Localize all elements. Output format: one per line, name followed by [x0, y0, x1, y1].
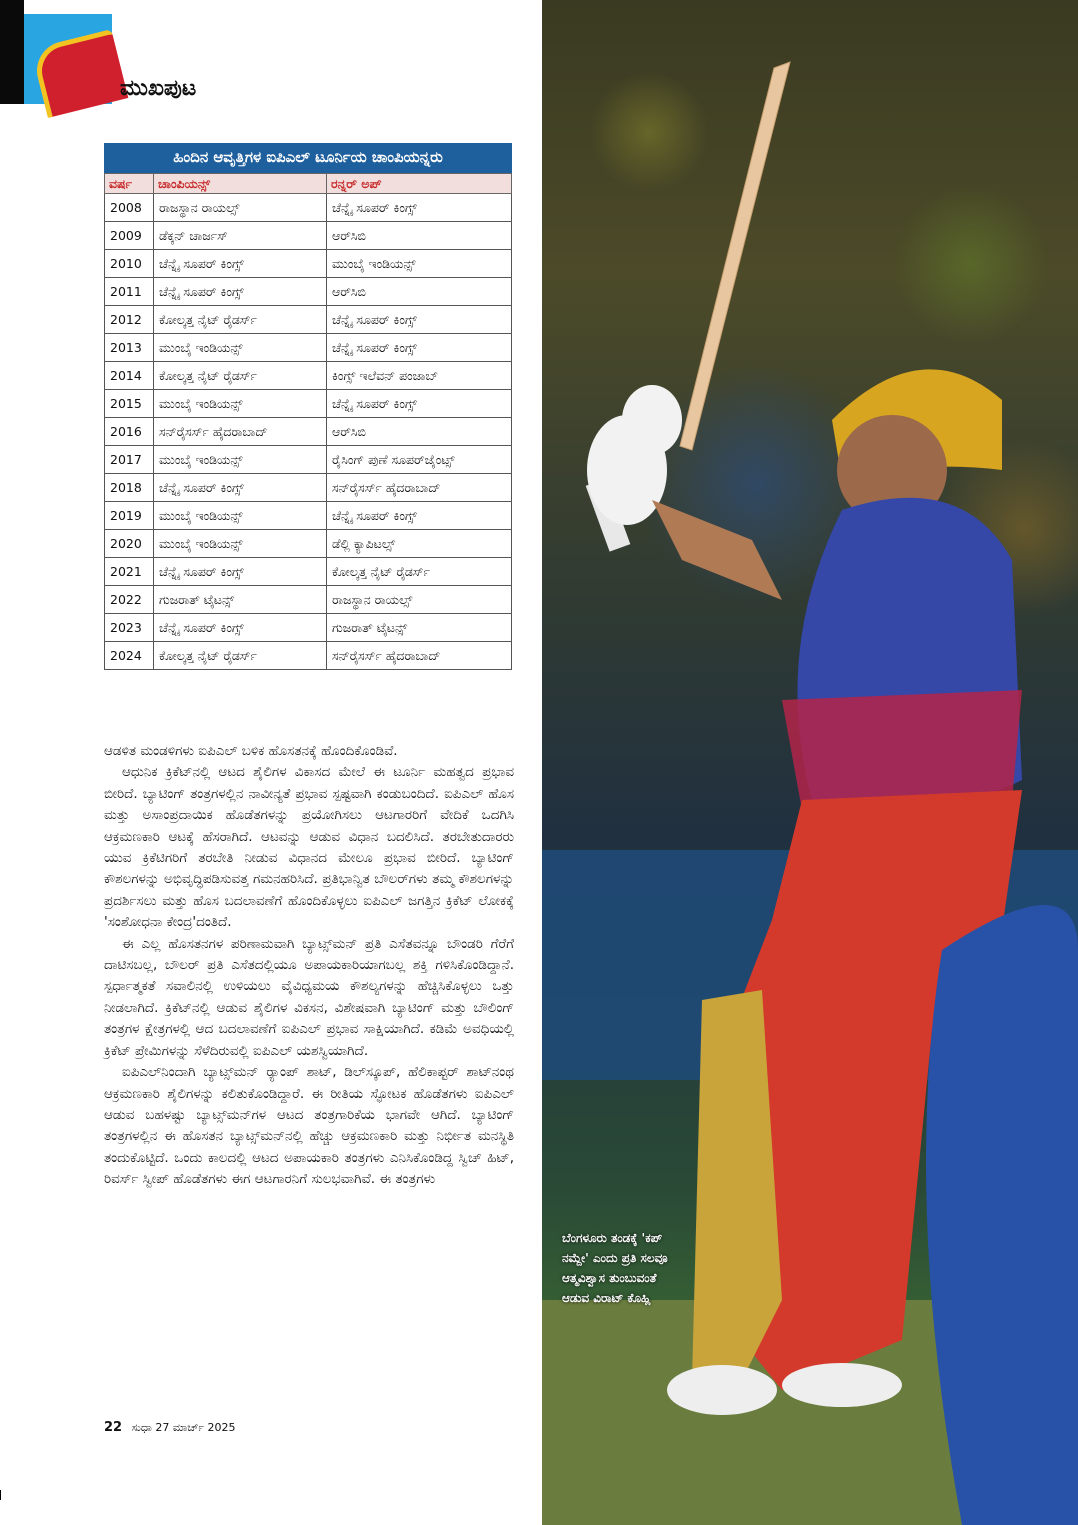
- cell-runner-up: ಚೆನ್ನೈ ಸೂಪರ್ ಕಿಂಗ್ಸ್: [327, 194, 512, 222]
- cell-year: 2022: [105, 586, 154, 614]
- table-row: [105, 306, 512, 334]
- table-row: [105, 418, 512, 446]
- cell-runner-up: ಗುಜರಾತ್ ಟೈಟನ್ಸ್: [327, 614, 512, 642]
- cell-champion: ಚೆನ್ನೈ ಸೂಪರ್ ಕಿಂಗ್ಸ್: [154, 614, 327, 642]
- cell-year: 2012: [105, 306, 154, 334]
- cell-champion: ಮುಂಬೈ ಇಂಡಿಯನ್ಸ್: [154, 334, 327, 362]
- table-row: [105, 194, 512, 222]
- cell-runner-up: ಸನ್‌ರೈಸರ್ಸ್ ಹೈದರಾಬಾದ್: [327, 642, 512, 670]
- cell-year: 2009: [105, 222, 154, 250]
- cell-champion: ಕೋಲ್ಕತ್ತ ನೈಟ್ ರೈಡರ್ಸ್: [154, 642, 327, 670]
- cell-champion: ಚೆನ್ನೈ ಸೂಪರ್ ಕಿಂಗ್ಸ್: [154, 474, 327, 502]
- cell-runner-up: ಕಿಂಗ್ಸ್ ಇಲೆವನ್ ಪಂಜಾಬ್: [327, 362, 512, 390]
- table-row: [105, 390, 512, 418]
- cell-champion: ಸನ್‌ರೈಸರ್ಸ್ ಹೈದರಾಬಾದ್: [154, 418, 327, 446]
- cell-champion: ಡೆಕ್ಕನ್ ಚಾರ್ಜಸ್: [154, 222, 327, 250]
- cell-runner-up: ಆರ್‌ಸಿಬಿ: [327, 418, 512, 446]
- table-title: ಹಿಂದಿನ ಆವೃತ್ತಿಗಳ ಐಪಿಎಲ್ ಟೂರ್ನಿಯ ಚಾಂಪಿಯನ್ನರು: [104, 143, 512, 173]
- cell-year: 2014: [105, 362, 154, 390]
- cell-champion: ಚೆನ್ನೈ ಸೂಪರ್ ಕಿಂಗ್ಸ್: [154, 250, 327, 278]
- article-body: [104, 741, 514, 1191]
- cell-year: 2019: [105, 502, 154, 530]
- cell-year: 2010: [105, 250, 154, 278]
- cell-year: 2020: [105, 530, 154, 558]
- table-row: [105, 446, 512, 474]
- cell-year: 2017: [105, 446, 154, 474]
- table-row: [105, 586, 512, 614]
- cell-year: 2013: [105, 334, 154, 362]
- table-row: [105, 222, 512, 250]
- table-row: [105, 502, 512, 530]
- header-runner-up: ರನ್ನರ್ ಅಪ್: [327, 174, 512, 194]
- table-row: [105, 334, 512, 362]
- header-year: ವರ್ಷ: [105, 174, 154, 194]
- photo-caption: ಬೆಂಗಳೂರು ತಂಡಕ್ಕೆ 'ಕಪ್ ನಮ್ದೇ' ಎಂದು ಪ್ರತಿ ಸಲವೂ ಆತ್ಮವಿಶ್ವಾಸ ತುಂಬುವಂತೆ ಆಡುವ ವಿರಾಟ್ ಕೊಹ್ಲಿ: [562, 1231, 668, 1305]
- cell-runner-up: ಸನ್‌ರೈಸರ್ಸ್ ಹೈದರಾಬಾದ್: [327, 474, 512, 502]
- paragraph: ಆಧುನಿಕ ಕ್ರಿಕೆಟ್‌ನಲ್ಲಿ ಆಟದ ಶೈಲಿಗಳ ವಿಕಾಸದ ಮೇಲೆ ಈ ಟೂರ್ನಿ ಮಹತ್ವದ ಪ್ರಭಾವ ಬೀರಿದೆ. ಬ್ಯಾಟಿಂಗ್ ತಂತ್ರಗಳಲ್ಲಿನ ನಾವೀನ್ಯತೆ ಪ್ರಭಾವ ಸ್ಪಷ್ಟವಾಗಿ ಕಂಡುಬಂದಿದೆ. ಐಪಿಎಲ್ ಹೊಸ ಮತ್ತು ಅಸಾಂಪ್ರದಾಯಿಕ ಹೊಡೆತಗಳನ್ನು ಪ್ರಯೋಗಿಸಲು ಆಟಗಾರರಿಗೆ ವೇದಿಕೆ ಒದಗಿಸಿ ಆಕ್ರಮಣಕಾರಿ ಆಟಕ್ಕೆ ಹೆಸರಾಗಿದೆ. ಆಟವನ್ನು ಆಡುವ ವಿಧಾನ ಬದಲಿಸಿದೆ. ತರಬೇತುದಾರರು ಯುವ ಕ್ರಿಕೆಟಿಗರಿಗೆ ತರಬೇತಿ ನೀಡುವ ವಿಧಾನದ ಮೇಲೂ ಪ್ರಭಾವ ಬೀರಿದೆ. ಬ್ಯಾಟಿಂಗ್ ಕೌಶಲಗಳನ್ನು ಅಭಿವೃದ್ಧಿಪಡಿಸುವತ್ತ ಗಮನಹರಿಸಿದೆ. ಪ್ರತಿಭಾನ್ವಿತ ಬೌಲರ್‌ಗಳು ತಮ್ಮ ಕೌಶಲಗಳನ್ನು ಪ್ರದರ್ಶಿಸಲು ಮತ್ತು ಹೊಸ ಬದಲಾವಣೆಗೆ ಹೊಂದಿಕೊಳ್ಳಲು ಐಪಿಎಲ್ ಜಗತ್ತಿನ ಕ್ರಿಕೆಟ್ ಲೋಕಕ್ಕೆ 'ಸಂಶೋಧನಾ ಕೇಂದ್ರ'ದಂತಿದೆ.: [104, 764, 514, 931]
- cell-champion: ಮುಂಬೈ ಇಂಡಿಯನ್ಸ್: [154, 502, 327, 530]
- cell-year: 2018: [105, 474, 154, 502]
- table-row: [105, 250, 512, 278]
- section-title: ಮುಖಪುಟ: [120, 76, 197, 101]
- table-row: [105, 530, 512, 558]
- champions-table: [104, 143, 512, 670]
- cell-runner-up: ಮುಂಬೈ ಇಂಡಿಯನ್ಸ್: [327, 250, 512, 278]
- cell-runner-up: ಕೋಲ್ಕತ್ತ ನೈಟ್ ರೈಡರ್ಸ್: [327, 558, 512, 586]
- cell-champion: ಗುಜರಾತ್ ಟೈಟನ್ಸ್: [154, 586, 327, 614]
- page-footer: [104, 1420, 236, 1435]
- page-number: 22: [104, 1420, 123, 1435]
- cell-year: 2016: [105, 418, 154, 446]
- cell-runner-up: ಚೆನ್ನೈ ಸೂಪರ್ ಕಿಂಗ್ಸ್: [327, 334, 512, 362]
- paragraph: ಈ ಎಲ್ಲ ಹೊಸತನಗಳ ಪರಿಣಾಮವಾಗಿ ಬ್ಯಾಟ್ಸ್‌ಮನ್ ಪ್ರತಿ ಎಸೆತವನ್ನೂ ಬೌಂಡರಿ ಗೆರೆಗೆ ದಾಟಿಸಬಲ್ಲ, ಬೌಲರ್ ಪ್ರತಿ ಎಸೆತದಲ್ಲಿಯೂ ಅಪಾಯಕಾರಿಯಾಗಬಲ್ಲ ಶಕ್ತಿ ಗಳಿಸಿಕೊಂಡಿದ್ದಾನೆ. ಸ್ಪರ್ಧಾತ್ಮಕತೆ ಸವಾಲಿನಲ್ಲಿ ಉಳಿಯಲು ವೈವಿಧ್ಯಮಯ ಕೌಶಲ್ಯಗಳನ್ನು ಹೆಚ್ಚಿಸಿಕೊಳ್ಳಲು ಒತ್ತು ನೀಡಲಾಗಿದೆ. ಕ್ರಿಕೆಟ್‌ನಲ್ಲಿ ಆಡುವ ಶೈಲಿಗಳ ವಿಕಸನ, ವಿಶೇಷವಾಗಿ ಬ್ಯಾಟಿಂಗ್ ಮತ್ತು ಬೌಲಿಂಗ್ ತಂತ್ರಗಳ ಕ್ಷೇತ್ರಗಳಲ್ಲಿ ಆದ ಬದಲಾವಣೆಗೆ ಐಪಿಎಲ್ ಪ್ರಭಾವ ಸಾಕ್ಷಿಯಾಗಿದೆ. ಕಡಿಮೆ ಅವಧಿಯಲ್ಲಿ ಕ್ರಿಕೆಟ್ ಪ್ರೇಮಿಗಳನ್ನು ಸೆಳೆದಿರುವಲ್ಲಿ ಐಪಿಎಲ್ ಯಶಸ್ವಿಯಾಗಿದೆ.: [104, 935, 514, 1059]
- cell-runner-up: ರೈಸಿಂಗ್ ಪುಣೆ ಸೂಪರ್‌ಜೈಂಟ್ಸ್: [327, 446, 512, 474]
- cell-runner-up: ಆರ್‌ಸಿಬಿ: [327, 278, 512, 306]
- cell-runner-up: ಚೆನ್ನೈ ಸೂಪರ್ ಕಿಂಗ್ಸ್: [327, 306, 512, 334]
- table-row: [105, 278, 512, 306]
- table-row: [105, 474, 512, 502]
- cell-runner-up: ಚೆನ್ನೈ ಸೂಪರ್ ಕಿಂಗ್ಸ್: [327, 502, 512, 530]
- table-row: [105, 362, 512, 390]
- cell-runner-up: ಆರ್‌ಸಿಬಿ: [327, 222, 512, 250]
- cell-champion: ಕೋಲ್ಕತ್ತ ನೈಟ್ ರೈಡರ್ಸ್: [154, 306, 327, 334]
- cell-runner-up: ರಾಜಸ್ಥಾನ ರಾಯಲ್ಸ್: [327, 586, 512, 614]
- cell-year: 2011: [105, 278, 154, 306]
- cell-champion: ಮುಂಬೈ ಇಂಡಿಯನ್ಸ್: [154, 446, 327, 474]
- cell-year: 2015: [105, 390, 154, 418]
- cell-champion: ಚೆನ್ನೈ ಸೂಪರ್ ಕಿಂಗ್ಸ್: [154, 558, 327, 586]
- table-header-row: [105, 174, 512, 194]
- cell-year: 2023: [105, 614, 154, 642]
- cell-champion: ಮುಂಬೈ ಇಂಡಿಯನ್ಸ್: [154, 390, 327, 418]
- cell-year: 2024: [105, 642, 154, 670]
- cell-year: 2008: [105, 194, 154, 222]
- header-champion: ಚಾಂಪಿಯನ್ಸ್: [154, 174, 327, 194]
- paragraph: ಆಡಳಿತ ಮಂಡಳಿಗಳು ಐಪಿಎಲ್ ಬಳಿಕ ಹೊಸತನಕ್ಕೆ ಹೊಂದಿಕೊಂಡಿವೆ.: [104, 743, 398, 759]
- cell-champion: ಮುಂಬೈ ಇಂಡಿಯನ್ಸ್: [154, 530, 327, 558]
- section-logo: [0, 0, 112, 104]
- cell-champion: ರಾಜಸ್ಥಾನ ರಾಯಲ್ಸ್: [154, 194, 327, 222]
- cell-year: 2021: [105, 558, 154, 586]
- table-row: [105, 558, 512, 586]
- cell-runner-up: ಡೆಲ್ಲಿ ಕ್ಯಾಪಿಟಲ್ಸ್: [327, 530, 512, 558]
- cell-runner-up: ಚೆನ್ನೈ ಸೂಪರ್ ಕಿಂಗ್ಸ್: [327, 390, 512, 418]
- table-row: [105, 614, 512, 642]
- cell-champion: ಚೆನ್ನೈ ಸೂಪರ್ ಕಿಂಗ್ಸ್: [154, 278, 327, 306]
- magazine-date: ಸುಧಾ 27 ಮಾರ್ಚ್ 2025: [131, 1421, 236, 1434]
- paragraph: ಐಪಿಎಲ್‌ನಿಂದಾಗಿ ಬ್ಯಾಟ್ಸ್‌ಮನ್ ರ‍್ಯಾಂಪ್ ಶಾಟ್, ಡಿಲ್‌ಸ್ಕೂಪ್, ಹೆಲಿಕಾಪ್ಟರ್ ಶಾಟ್‌ನಂಥ ಆಕ್ರಮಣಕಾರಿ ಶೈಲಿಗಳನ್ನು ಕಲಿತುಕೊಂಡಿದ್ದಾರೆ. ಈ ರೀತಿಯ ಸ್ಫೋಟಕ ಹೊಡೆತಗಳು ಐಪಿಎಲ್ ಆಡುವ ಬಹಳಷ್ಟು ಬ್ಯಾಟ್ಸ್‌ಮನ್‌ಗಳ ಆಟದ ತಂತ್ರಗಾರಿಕೆಯ ಭಾಗವೇ ಆಗಿದೆ. ಬ್ಯಾಟಿಂಗ್ ತಂತ್ರಗಳಲ್ಲಿನ ಈ ಹೊಸತನ ಬ್ಯಾಟ್ಸ್‌ಮನ್‌ನಲ್ಲಿ ಹೆಚ್ಚು ಆಕ್ರಮಣಕಾರಿ ಮತ್ತು ನಿರ್ಭೀತ ಮನಸ್ಥಿತಿ ತಂದುಕೊಟ್ಟಿದೆ. ಒಂದು ಕಾಲದಲ್ಲಿ ಆಟದ ಅಪಾಯಕಾರಿ ತಂತ್ರಗಳು ಎನಿಸಿಕೊಂಡಿದ್ದ ಸ್ವಿಚ್ ಹಿಟ್, ರಿವರ್ಸ್ ಸ್ವೀಪ್ ಹೊಡೆತಗಳು ಈಗ ಆಟಗಾರನಿಗೆ ಸುಲಭವಾಗಿವೆ. ಈ ತಂತ್ರಗಳು: [104, 1064, 514, 1188]
- table-row: [105, 642, 512, 670]
- cell-champion: ಕೋಲ್ಕತ್ತ ನೈಟ್ ರೈಡರ್ಸ್: [154, 362, 327, 390]
- crop-mark: [0, 1490, 11, 1500]
